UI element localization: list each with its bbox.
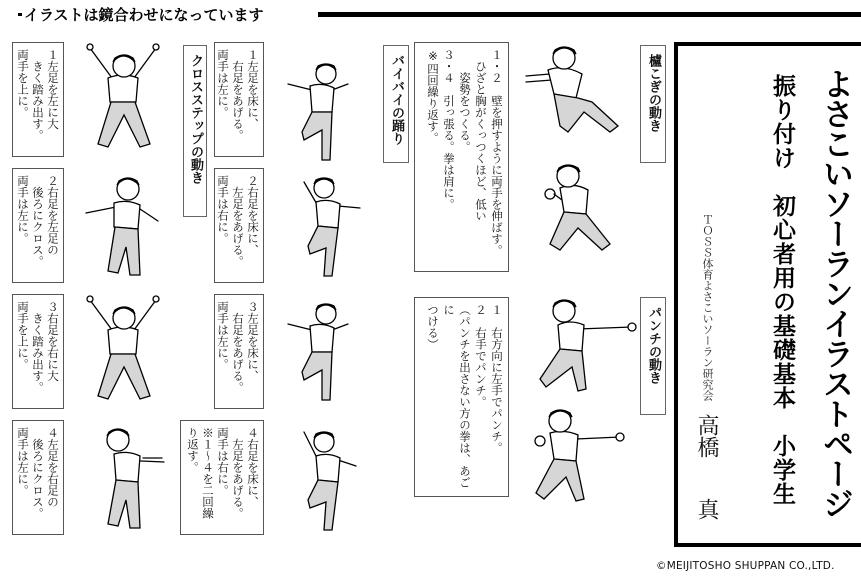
rowing-line-2: ひざと胸がくっつくほど、低い bbox=[474, 60, 488, 222]
main-title: よさこいソーランイラストページ bbox=[817, 68, 853, 518]
step-number: ２ bbox=[46, 175, 60, 187]
step-text: 後ろにクロス。 bbox=[31, 186, 45, 267]
page-header bbox=[0, 4, 861, 26]
step-text: 右足を床に、 bbox=[246, 438, 260, 508]
header-rule bbox=[318, 12, 861, 17]
step-text: 両手を上に。 bbox=[16, 301, 30, 370]
subtitle-grade: 小学生 bbox=[769, 434, 795, 506]
punch-line-1: １ 右方向に左手でパンチ。 bbox=[490, 304, 504, 454]
step-text: 両手を上に。 bbox=[16, 49, 30, 118]
subtitle-choreography: 振り付け bbox=[769, 74, 795, 170]
copyright: ©MEIJITOSHO SHUPPAN CO.,LTD. bbox=[656, 560, 835, 572]
punch-instructions bbox=[414, 297, 509, 497]
repeat-note: り返す。 bbox=[186, 427, 200, 473]
dancer-cross-figure-4 bbox=[88, 418, 178, 533]
step-text: 右足を床に、 bbox=[246, 186, 260, 256]
step-number: ３ bbox=[46, 301, 60, 313]
step-number: １ bbox=[46, 49, 60, 61]
cross-step-2 bbox=[214, 168, 264, 283]
step-in-2 bbox=[12, 168, 64, 283]
step-text: 両手は右に。 bbox=[216, 175, 230, 244]
step-number: ４ bbox=[246, 427, 260, 439]
step-text: 左足を床に、 bbox=[246, 60, 260, 130]
mirror-note: イラストは鏡合わせになっています bbox=[24, 6, 264, 24]
section-label-cross-step: クロスステップの動き bbox=[183, 45, 207, 217]
title-panel bbox=[674, 42, 861, 547]
step-text: 両手は左に。 bbox=[16, 427, 30, 496]
step-text: 両手は左に。 bbox=[216, 49, 230, 118]
step-text: 右足をあげる。 bbox=[231, 312, 245, 393]
step-text: 右足をあげる。 bbox=[231, 60, 245, 141]
step-text: 左足をあげる。 bbox=[231, 438, 245, 519]
rowing-line-5: ※四回繰り返す。 bbox=[426, 49, 440, 144]
step-in-3 bbox=[12, 294, 64, 409]
rowing-line-4: ３・４ 引っ張る。拳は肩に。 bbox=[442, 49, 456, 210]
step-text: 左足を左に大 bbox=[46, 60, 60, 130]
section-label-byebye: バイバイの踊り bbox=[383, 45, 409, 163]
cross-step-figure-3 bbox=[282, 300, 362, 410]
step-in-1 bbox=[12, 42, 64, 157]
step-number: ３ bbox=[246, 301, 260, 313]
section-label-punch: パンチの動き bbox=[640, 297, 666, 415]
cross-step-figure-2 bbox=[290, 168, 370, 283]
step-text: 右足を右に大 bbox=[46, 312, 60, 382]
step-text: 後ろにクロス。 bbox=[31, 438, 45, 519]
subtitle bbox=[767, 74, 797, 506]
organization: ＴＯＳＳ体育よさこいソーラン研究会 bbox=[701, 214, 714, 401]
cross-step-1 bbox=[214, 42, 264, 157]
step-text: きく踏み出す。 bbox=[31, 312, 45, 393]
punch-line-4: つける） bbox=[426, 304, 440, 350]
cross-step-figure-4 bbox=[290, 422, 370, 537]
cross-step-3 bbox=[214, 294, 264, 409]
step-text: 右足を左足の bbox=[46, 186, 60, 256]
punch-line-2: ２ 右手でパンチ。 bbox=[474, 304, 488, 408]
dancer-arms-up-figure-3 bbox=[78, 292, 168, 407]
author bbox=[692, 414, 720, 520]
step-text: 両手は左に。 bbox=[16, 175, 30, 244]
step-text: 両手は左に。 bbox=[216, 301, 230, 370]
step-number: ２ bbox=[246, 175, 260, 187]
rowing-push-figure bbox=[520, 40, 635, 135]
punch-line-3: （パンチを出さない方の拳は、あごに bbox=[442, 304, 472, 488]
author-family-name: 高橋 bbox=[694, 414, 719, 458]
rowing-line-1: １・２ 壁を押すように両手を伸ばす。 bbox=[490, 49, 504, 256]
step-text: 左足をあげる。 bbox=[231, 186, 245, 267]
rowing-pull-figure bbox=[532, 160, 632, 260]
section-label-rowing: 櫨こぎの動き bbox=[640, 45, 666, 163]
repeat-note: ※１〜４を二回繰 bbox=[201, 427, 215, 519]
author-given-name: 真 bbox=[694, 498, 719, 520]
step-number: ４ bbox=[46, 427, 60, 439]
rowing-line-3: 姿勢をつくる。 bbox=[458, 72, 472, 153]
dancer-cross-figure-2 bbox=[82, 165, 172, 280]
step-text: きく踏み出す。 bbox=[31, 60, 45, 141]
subtitle-basics: 初心者用の基礎基本 bbox=[769, 194, 795, 410]
rowing-instructions bbox=[414, 42, 509, 272]
step-in-4 bbox=[12, 420, 64, 535]
step-text: 左足を床に、 bbox=[246, 312, 260, 382]
header-dash bbox=[18, 13, 22, 16]
cross-step-figure-1 bbox=[282, 60, 362, 170]
punch-right-figure bbox=[520, 405, 630, 505]
step-number: １ bbox=[246, 49, 260, 61]
step-text: 左足を右足の bbox=[46, 438, 60, 508]
dancer-arms-up-figure-1 bbox=[78, 40, 168, 155]
punch-left-figure bbox=[528, 295, 638, 395]
cross-step-4 bbox=[180, 420, 264, 535]
step-text: 両手は右に。 bbox=[216, 427, 230, 496]
